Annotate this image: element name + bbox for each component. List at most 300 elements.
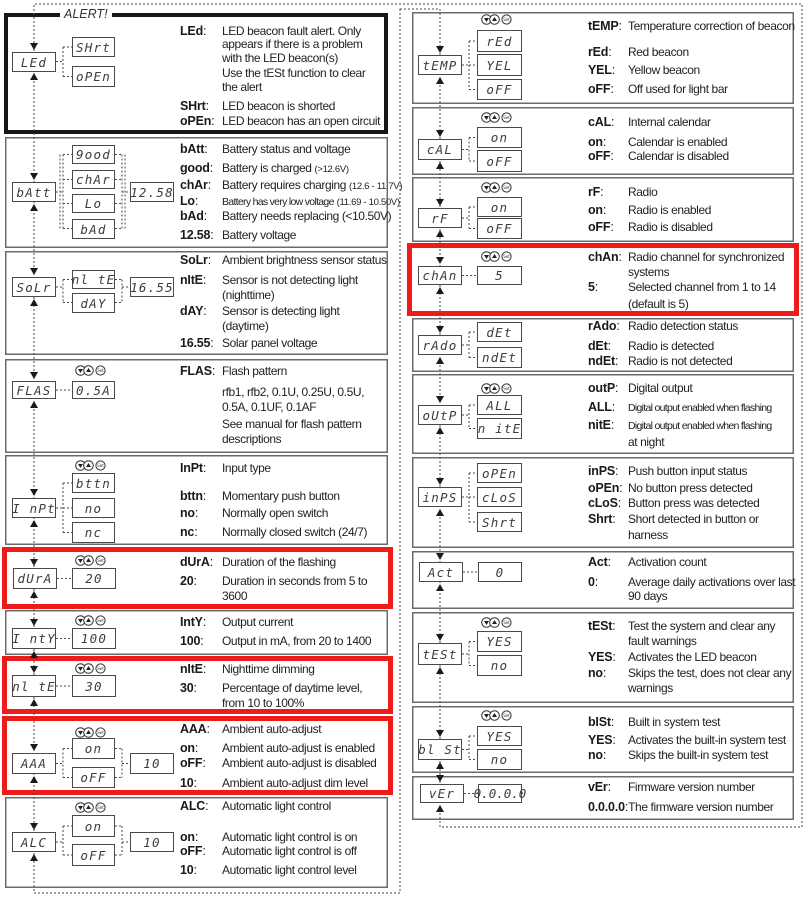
term-text: Digital output enabled when flashing — [628, 420, 772, 432]
display-main[interactable]: I ntY — [12, 628, 56, 649]
term-key: dUrA : — [180, 555, 222, 570]
display-value[interactable]: 10 — [130, 832, 174, 852]
desc-line — [588, 512, 759, 527]
term-key: good : — [180, 161, 222, 176]
display-value[interactable]: 10 — [130, 753, 174, 774]
desc-line — [180, 489, 340, 504]
display-value[interactable]: 30 — [72, 675, 116, 697]
desc-line — [180, 844, 357, 859]
term-text: appears if there is a problem — [222, 37, 363, 51]
display-value[interactable]: 0.0.0.0 — [473, 786, 527, 801]
term-text: Automatic light control is on — [222, 830, 358, 844]
alert-banner: ALERT! — [60, 6, 112, 22]
desc-line — [588, 575, 795, 590]
term-text: descriptions — [222, 432, 282, 446]
term-key: oFF : — [588, 82, 628, 97]
desc-line — [180, 142, 350, 157]
desc-line — [588, 63, 700, 78]
term-text: Ambient brightness sensor status — [222, 253, 387, 267]
display-option[interactable]: on — [72, 815, 115, 837]
term-key: Act : — [588, 555, 628, 570]
term-text: Radio — [628, 185, 658, 199]
desc-line — [588, 748, 768, 763]
down-up-set-buttons-icon — [75, 663, 109, 674]
desc-line — [222, 385, 364, 400]
desc-line — [588, 149, 729, 164]
term-key: YES : — [588, 650, 628, 665]
term-key: 30 : — [180, 681, 222, 696]
term-text: Digital output — [628, 381, 693, 395]
desc-line — [588, 650, 756, 665]
term-text: 90 days — [628, 589, 668, 603]
term-key: outP : — [588, 381, 628, 396]
down-up-set-buttons-icon — [75, 615, 109, 626]
desc-line — [180, 228, 296, 243]
term-text: (nighttime) — [222, 288, 275, 302]
term-text: Ambient auto-adjust — [222, 722, 322, 736]
desc-line — [180, 634, 371, 649]
term-text: at night — [628, 435, 665, 449]
display-value[interactable]: 12.58 — [130, 182, 174, 202]
desc-line — [588, 250, 784, 265]
term-text: Flash pattern — [222, 364, 287, 378]
desc-line — [180, 741, 375, 756]
desc-line — [222, 37, 362, 52]
term-key: 12.58 : — [180, 228, 222, 243]
display-option[interactable]: n itE — [477, 418, 522, 439]
desc-line — [588, 715, 720, 730]
display-option[interactable]: on — [72, 738, 115, 759]
desc-line — [180, 304, 339, 319]
desc-line — [588, 115, 711, 130]
display-option[interactable]: rEd — [477, 30, 522, 52]
term-key: 16.55 : — [180, 336, 222, 351]
term-key: InPt : — [180, 461, 222, 476]
down-up-set-buttons-icon — [481, 112, 515, 123]
display-option[interactable]: YES — [477, 726, 522, 746]
term-text: Sensor is not detecting light — [222, 273, 358, 287]
term-key: dAY : — [180, 304, 222, 319]
desc-line — [180, 506, 328, 521]
desc-line — [180, 574, 367, 589]
term-text: Radio channel for synchronized — [628, 250, 785, 264]
down-up-set-buttons-icon — [481, 14, 515, 25]
display-main[interactable]: FLAS — [12, 381, 56, 399]
term-key: on : — [588, 135, 628, 150]
term-text: Push button input status — [628, 464, 748, 478]
display-option[interactable]: no — [477, 749, 522, 770]
term-text: Battery has very low voltage — [222, 196, 334, 208]
term-text: Selected channel from 1 to 14 — [628, 280, 776, 294]
desc-line — [588, 339, 714, 354]
term-text: Battery needs replacing — [222, 209, 339, 223]
display-value[interactable]: 16.55 — [130, 277, 174, 297]
display-option[interactable]: Lo — [72, 194, 115, 213]
term-text: Test the system and clear any — [628, 619, 776, 633]
term-text: warnings — [628, 681, 673, 695]
desc-line — [180, 364, 287, 379]
display-option[interactable]: YES — [477, 631, 522, 652]
term-text: Short detected in button or — [628, 512, 759, 526]
display-main[interactable]: LEd — [12, 52, 56, 72]
desc-line — [222, 51, 338, 66]
desc-line — [588, 464, 747, 479]
desc-line — [180, 555, 336, 570]
display-option[interactable]: dAY — [72, 293, 115, 313]
term-key: 0 : — [588, 575, 628, 590]
down-up-set-buttons-icon — [481, 383, 515, 394]
display-option[interactable]: ndEt — [477, 347, 522, 368]
term-key: 10 : — [180, 776, 222, 791]
display-option[interactable]: dEt — [477, 322, 522, 342]
term-key: no : — [180, 506, 222, 521]
term-text: Ambient auto-adjust is disabled — [222, 756, 377, 770]
display-main[interactable]: cAL — [418, 139, 462, 160]
desc-line — [222, 417, 362, 432]
term-text: Battery requires charging — [222, 178, 347, 192]
display-option[interactable]: 9ood — [72, 145, 115, 164]
display-option[interactable]: oFF — [477, 218, 522, 239]
term-key: SoLr : — [180, 253, 222, 268]
term-text: harness — [628, 528, 668, 542]
term-text: Use the tESt function to clear — [222, 66, 366, 80]
display-main[interactable]: tESt — [418, 643, 462, 665]
display-option[interactable]: nl tE — [71, 272, 116, 287]
term-text: Average daily activations over last — [628, 575, 796, 589]
term-key: oFF : — [588, 149, 628, 164]
term-text: The firmware version number — [628, 800, 774, 814]
term-text: Radio is not detected — [628, 354, 733, 368]
display-option[interactable]: oFF — [72, 844, 115, 866]
term-key: cAL : — [588, 115, 628, 130]
term-key: chAr : — [180, 178, 222, 193]
down-up-set-buttons-icon — [481, 617, 515, 628]
desc-line — [180, 615, 293, 630]
term-text: Normally open switch — [222, 506, 329, 520]
term-key: vEr : — [588, 780, 628, 795]
desc-line — [588, 418, 772, 433]
term-text: 3600 — [222, 589, 248, 603]
term-key: nItE : — [180, 662, 222, 677]
term-key: oPEn : — [180, 114, 222, 129]
desc-line — [588, 82, 728, 97]
term-key: no : — [588, 748, 628, 763]
desc-line — [628, 634, 696, 649]
desc-line — [180, 273, 358, 288]
term-text: Duration in seconds from 5 to — [222, 574, 368, 588]
down-up-set-buttons-icon — [481, 251, 515, 262]
display-option[interactable]: YEL — [477, 54, 522, 76]
term-key: ndEt : — [588, 354, 628, 369]
term-key: tESt : — [588, 619, 628, 634]
display-option[interactable]: oPEn — [72, 66, 115, 87]
desc-line — [222, 66, 365, 81]
display-option[interactable]: oPEn — [477, 463, 522, 483]
term-text: Output in mA, from 20 to 1400 — [222, 634, 372, 648]
desc-line — [588, 185, 657, 200]
term-key: rEd : — [588, 45, 628, 60]
term-key: chAn : — [588, 250, 628, 265]
display-option[interactable]: oFF — [477, 150, 522, 172]
term-key: Shrt : — [588, 512, 628, 527]
display-main[interactable]: rAdo — [418, 335, 462, 355]
term-text: Percentage of daytime level, — [222, 681, 363, 695]
term-text: Momentary push button — [222, 489, 340, 503]
term-text: Calendar is enabled — [628, 135, 728, 149]
term-text: Ambient auto-adjust is enabled — [222, 741, 375, 755]
term-text: Button press was detected — [628, 496, 760, 510]
down-up-set-buttons-icon — [75, 460, 109, 471]
term-key: on : — [180, 830, 222, 845]
term-text: Calendar is disabled — [628, 149, 729, 163]
desc-line — [180, 99, 335, 114]
desc-line — [180, 461, 271, 476]
desc-line — [588, 135, 727, 150]
desc-line — [180, 253, 387, 268]
term-key: on : — [588, 203, 628, 218]
desc-line — [588, 19, 795, 34]
display-value[interactable]: 0.5A — [72, 381, 115, 399]
display-option[interactable]: ALL — [477, 395, 522, 415]
desc-line — [180, 863, 356, 878]
display-option[interactable]: no — [72, 498, 115, 518]
desc-line — [180, 209, 391, 224]
term-text: Red beacon — [628, 45, 689, 59]
term-text: Nighttime dimming — [222, 662, 315, 676]
display-option[interactable]: on — [477, 127, 522, 148]
display-value[interactable]: 100 — [72, 628, 116, 649]
term-key: oFF : — [588, 220, 628, 235]
term-text: systems — [628, 265, 670, 279]
display-main[interactable]: AAA — [12, 753, 56, 774]
term-text: 0.5A, 0.1UF, 0.1AF — [222, 400, 317, 414]
display-value[interactable]: 0 — [478, 562, 522, 582]
desc-line — [588, 280, 776, 295]
term-key: 0.0.0.0 : — [588, 800, 628, 815]
term-text: Internal calendar — [628, 115, 711, 129]
term-text: Automatic light control — [222, 799, 331, 813]
term-key: ALL : — [588, 400, 628, 415]
term-text: Duration of the flashing — [222, 555, 336, 569]
desc-line — [628, 528, 668, 543]
term-text: Automatic light control is off — [222, 844, 357, 858]
desc-line — [588, 381, 692, 396]
desc-line — [222, 696, 304, 711]
term-text: Off used for light bar — [628, 82, 728, 96]
display-main[interactable]: bAtt — [12, 182, 56, 202]
term-text: Skips the test, does not clear any — [628, 666, 792, 680]
term-note: (12.6 - 11.7V) — [349, 181, 403, 192]
display-option[interactable]: bttn — [72, 473, 115, 493]
display-main[interactable]: tEMP — [418, 55, 462, 75]
desc-line — [628, 435, 664, 450]
display-main[interactable]: nl tE — [12, 675, 56, 697]
term-text: Skips the built-in system test — [628, 748, 769, 762]
term-text: Battery status and voltage — [222, 142, 351, 156]
term-key: ALC : — [180, 799, 222, 814]
term-text: from 10 to 100% — [222, 696, 305, 710]
term-key: nitE : — [588, 418, 628, 433]
desc-line — [180, 799, 331, 814]
desc-line — [222, 432, 281, 447]
term-note: (<10.50V) — [341, 209, 392, 223]
term-text: Activates the LED beacon — [628, 650, 757, 664]
display-main[interactable]: oUtP — [418, 405, 462, 425]
desc-line — [180, 830, 357, 845]
term-key: YES : — [588, 733, 628, 748]
down-up-set-buttons-icon — [75, 727, 109, 738]
term-key: 20 : — [180, 574, 222, 589]
desc-line — [588, 400, 772, 415]
desc-line — [180, 776, 368, 791]
term-text: (daytime) — [222, 319, 269, 333]
term-text: Radio is detected — [628, 339, 714, 353]
term-key: rAdo : — [588, 319, 628, 334]
display-option[interactable]: oFF — [477, 79, 522, 100]
desc-line — [588, 203, 711, 218]
term-key: SHrt : — [180, 99, 222, 114]
term-text: Yellow beacon — [628, 63, 700, 77]
desc-line — [588, 481, 753, 496]
term-text: Battery is charged — [222, 161, 312, 175]
term-note: (>12.6V) — [314, 164, 349, 175]
term-text: LED beacon fault alert. Only — [222, 24, 361, 38]
desc-line — [180, 161, 349, 176]
term-key: bAtt : — [180, 142, 222, 157]
desc-line — [628, 297, 688, 312]
term-key: 5 : — [588, 280, 628, 295]
display-main[interactable]: I nPt — [12, 498, 56, 518]
display-value[interactable]: 5 — [477, 266, 522, 285]
term-text: Firmware version number — [628, 780, 755, 794]
term-text: (default is 5) — [628, 297, 689, 311]
desc-line — [222, 319, 268, 334]
term-text: fault warnings — [628, 634, 697, 648]
desc-line — [222, 288, 274, 303]
term-key: 10 : — [180, 863, 222, 878]
term-text: No button press detected — [628, 481, 753, 495]
display-option[interactable]: chAr — [72, 170, 115, 189]
display-option[interactable]: cLoS — [477, 487, 522, 507]
desc-line — [222, 80, 262, 95]
desc-line — [222, 589, 247, 604]
term-key: on : — [180, 741, 222, 756]
display-option[interactable]: bAd — [72, 219, 115, 239]
term-text: Temperature correction of beacon — [628, 19, 795, 33]
down-up-set-buttons-icon — [75, 365, 109, 376]
term-note: (11.69 - 10.50V) — [336, 197, 400, 208]
desc-line — [222, 400, 316, 415]
desc-line — [628, 589, 667, 604]
display-option[interactable]: on — [477, 197, 522, 217]
term-key: bttn : — [180, 489, 222, 504]
term-text: LED beacon has an open circuit — [222, 114, 381, 128]
display-main[interactable]: vEr — [420, 784, 464, 803]
desc-line — [180, 662, 315, 677]
display-main[interactable]: rF — [418, 208, 462, 228]
desc-line — [588, 555, 706, 570]
display-value[interactable]: 20 — [72, 568, 116, 589]
term-text: Digital output enabled when flashing — [628, 402, 772, 414]
term-text: Automatic light control level — [222, 863, 357, 877]
term-text: Battery voltage — [222, 228, 297, 242]
term-text: with the LED beacon(s) — [222, 51, 338, 65]
term-text: LED beacon is shorted — [222, 99, 336, 113]
term-text: Ambient auto-adjust dim level — [222, 776, 368, 790]
display-option[interactable]: oFF — [72, 767, 115, 788]
desc-line — [588, 666, 791, 681]
display-main[interactable]: dUrA — [13, 568, 57, 589]
desc-line — [180, 178, 402, 193]
term-text: the alert — [222, 80, 262, 94]
term-text: Activates the built-in system test — [628, 733, 786, 747]
display-main[interactable]: ALC — [12, 832, 56, 852]
term-key: bISt : — [588, 715, 628, 730]
display-main[interactable]: inPS — [418, 487, 462, 507]
term-text: Radio is enabled — [628, 203, 711, 217]
display-option[interactable]: nc — [72, 522, 115, 543]
display-option[interactable]: SHrt — [72, 37, 115, 57]
desc-line — [588, 780, 755, 795]
desc-line — [628, 681, 673, 696]
term-text: Built in system test — [628, 715, 721, 729]
desc-line — [628, 265, 669, 280]
term-key: nc : — [180, 525, 222, 540]
desc-line — [180, 722, 321, 737]
down-up-set-buttons-icon — [481, 182, 515, 193]
term-key: bAd : — [180, 209, 222, 224]
term-text: See manual for flash pattern — [222, 417, 362, 431]
term-key: YEL : — [588, 63, 628, 78]
desc-line — [588, 619, 775, 634]
term-key: inPS : — [588, 464, 628, 479]
term-key: rF : — [588, 185, 628, 200]
down-up-set-buttons-icon — [481, 710, 515, 721]
term-key: cLoS : — [588, 496, 628, 511]
display-main[interactable]: Act — [419, 562, 463, 582]
desc-line — [180, 194, 400, 209]
display-main[interactable]: SoLr — [12, 277, 56, 297]
desc-line — [180, 525, 367, 540]
term-text: Sensor is detecting light — [222, 304, 340, 318]
desc-line — [588, 733, 786, 748]
term-key: Lo : — [180, 194, 222, 209]
term-text: Solar panel voltage — [222, 336, 318, 350]
display-main[interactable]: chAn — [418, 266, 462, 285]
term-key: no : — [588, 666, 628, 681]
term-key: FLAS : — [180, 364, 222, 379]
display-option[interactable]: no — [477, 655, 522, 676]
term-text: Activation count — [628, 555, 707, 569]
desc-line — [588, 800, 773, 815]
desc-line — [180, 681, 362, 696]
term-key: nItE : — [180, 273, 222, 288]
desc-line — [180, 114, 380, 129]
display-main[interactable]: bl St — [418, 739, 462, 760]
display-option[interactable]: Shrt — [477, 512, 522, 532]
term-key: AAA : — [180, 722, 222, 737]
term-key: 100 : — [180, 634, 222, 649]
term-key: oPEn : — [588, 481, 628, 496]
term-text: Output current — [222, 615, 294, 629]
desc-line — [588, 354, 732, 369]
term-key: oFF : — [180, 756, 222, 771]
down-up-set-buttons-icon — [75, 555, 109, 566]
term-key: IntY : — [180, 615, 222, 630]
desc-line — [588, 45, 689, 60]
desc-line — [180, 336, 317, 351]
down-up-set-buttons-icon — [75, 802, 109, 813]
